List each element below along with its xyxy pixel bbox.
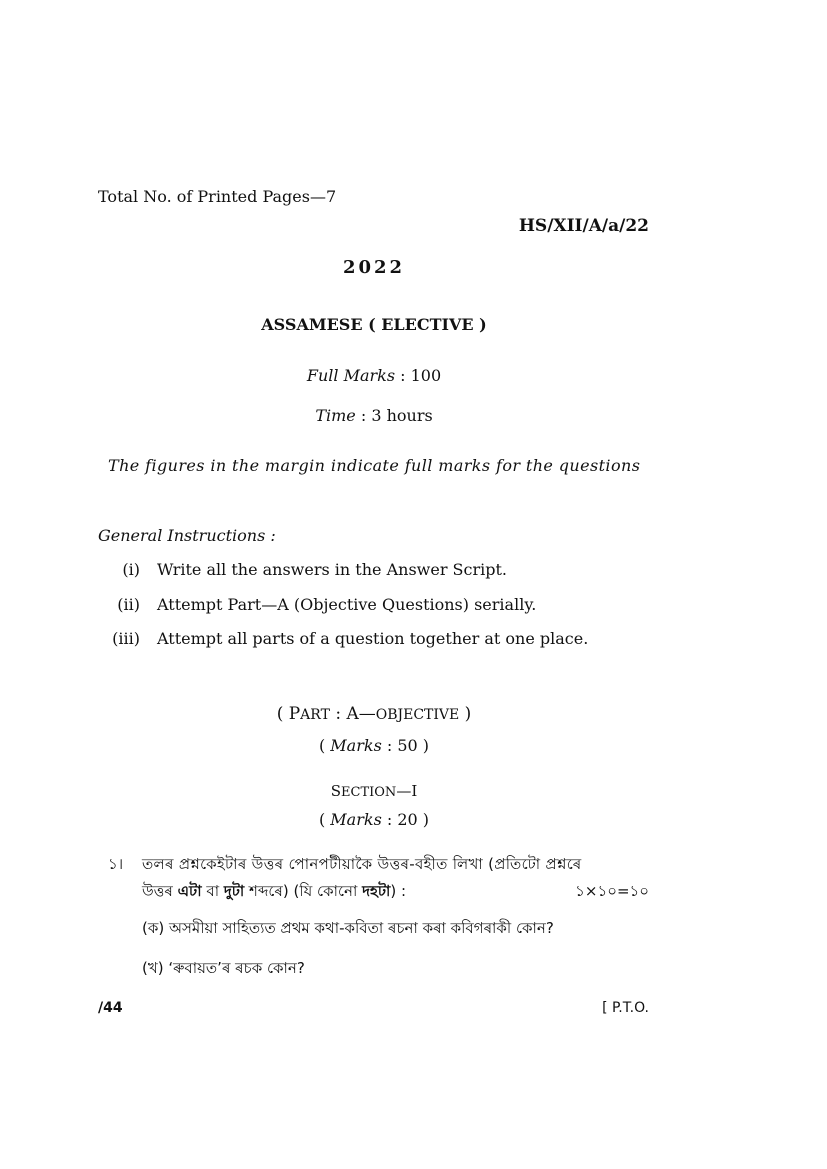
instruction-number: (iii) [112, 629, 140, 648]
total-printed-pages: Total No. of Printed Pages—7 [98, 187, 337, 206]
instruction-text: Write all the answers in the Answer Script. [157, 560, 507, 579]
section-word: ECTION [341, 785, 397, 800]
section-marks [0, 810, 748, 829]
sub-question-ka: (ক) অসমীয়া সাহিত্যত প্ৰথম কথা-কবিতা ৰচনা কৰা কবিগৰাকী কোন? [142, 919, 554, 937]
margin-note: The figures in the margin indicate full marks for the questions [108, 456, 641, 475]
question-number: ১। [108, 855, 124, 873]
subject-title: ASSAMESE ( ELECTIVE ) [261, 315, 487, 334]
section-marks-value: : 20 ) [381, 810, 430, 829]
part-word: ART [300, 707, 330, 723]
instruction-text: Attempt all parts of a question together at one place. [157, 629, 589, 648]
time-value: : 3 hours [360, 406, 433, 425]
full-marks-value: : 100 [400, 366, 442, 385]
part-marks-open: ( [318, 736, 331, 755]
section-marks-open: ( [318, 810, 331, 829]
q-text: শব্দৰে) (যি কোনো [244, 882, 363, 900]
full-marks [0, 366, 748, 385]
part-a-heading [0, 704, 748, 724]
part-marks-label: Marks [330, 736, 382, 755]
section-initial: S [330, 782, 342, 800]
section-marks-label: Marks [330, 810, 382, 829]
section-number: —I [396, 782, 418, 800]
sub-question-kha: (খ) ‘ৰুবায়ত’ৰ ৰচক কোন? [142, 959, 305, 977]
question-marks: ১×১০=১০ [575, 882, 649, 900]
q-bold-ten: দহটা [362, 882, 391, 900]
part-close: ) [459, 704, 472, 724]
instruction-text: Attempt Part—A (Objective Questions) serially. [157, 595, 537, 614]
time-label: Time [315, 406, 356, 425]
section-heading [0, 782, 748, 800]
q-text: উত্তৰ [142, 882, 178, 900]
instruction-number: (i) [122, 560, 140, 579]
question-text-line-2 [142, 880, 406, 905]
instruction-number: (ii) [117, 595, 140, 614]
part-a-marks [0, 736, 748, 755]
part-letter: : A— [329, 704, 376, 724]
general-instructions-heading: General Instructions : [98, 526, 276, 545]
q-text: বা [201, 882, 224, 900]
exam-year: 2022 [342, 257, 406, 278]
footer-pto: [ P.T.O. [602, 1000, 649, 1016]
part-objective-word: OBJECTIVE [375, 707, 460, 723]
question-text-line-1: তলৰ প্ৰশ্নকেইটাৰ উত্তৰ পোনপটীয়াকৈ উত্তৰ-বহীত লিখা (প্ৰতিটো প্ৰশ্নৰে [142, 855, 582, 873]
q-bold-two: দুটা [223, 882, 245, 900]
part-open: ( P [276, 704, 301, 724]
time-allowed [0, 406, 748, 425]
full-marks-label: Full Marks [306, 366, 396, 385]
paper-code: HS/XII/A/a/22 [518, 216, 649, 236]
part-marks-value: : 50 ) [381, 736, 430, 755]
q-text: ) : [390, 882, 407, 900]
footer-page-code: /44 [98, 1000, 123, 1016]
q-bold-one: এটা [177, 882, 202, 900]
